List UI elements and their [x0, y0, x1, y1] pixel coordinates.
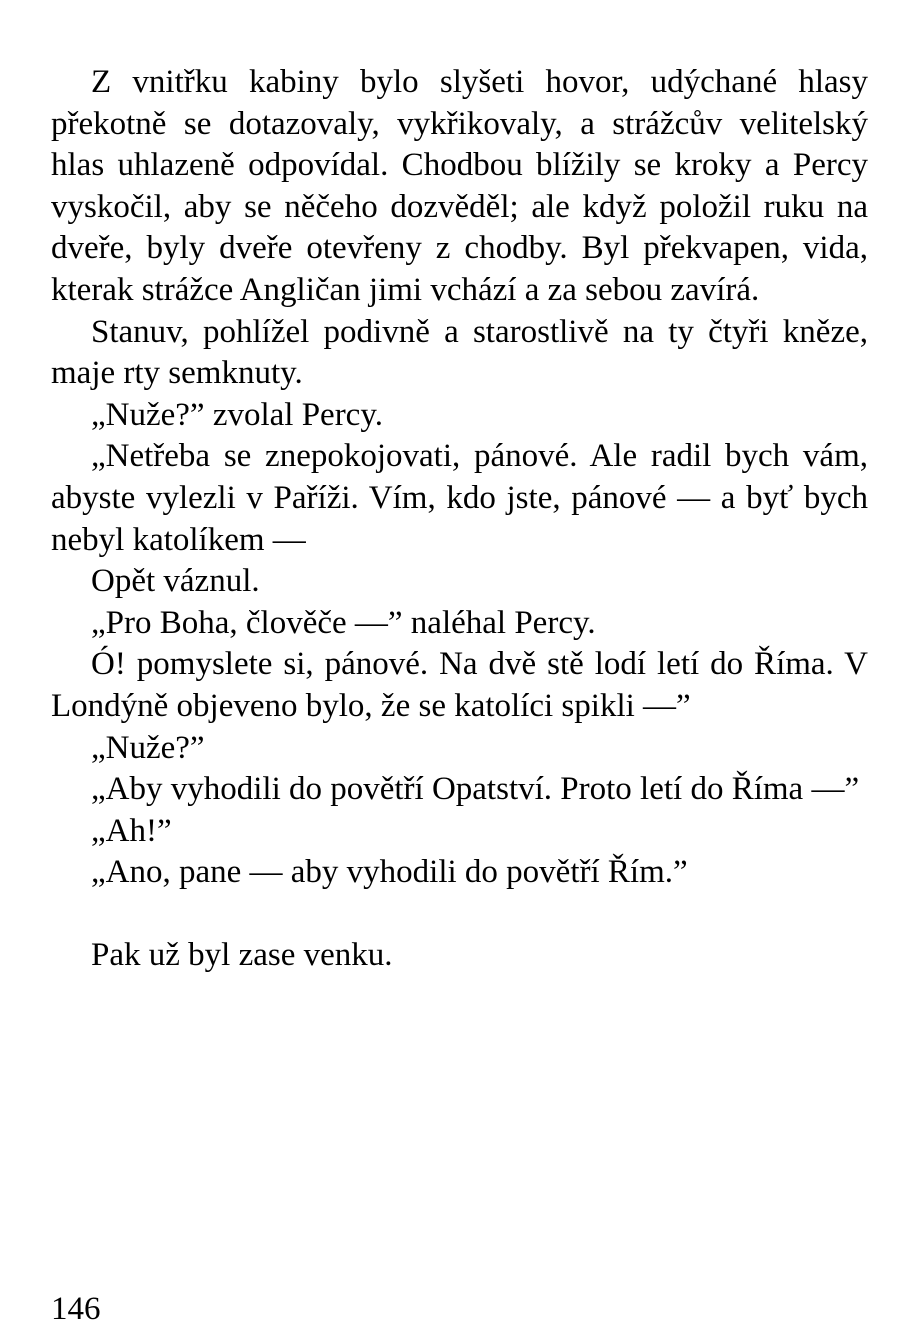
page-number: 146	[51, 1291, 101, 1327]
paragraph: „Aby vyhodili do povětří Opatství. Proto letí do Říma —”	[91, 771, 860, 808]
paragraph: „Pro Boha, člověče —” naléhal Percy.	[91, 604, 596, 641]
paragraph: „Netřeba se znepokojovati, pánové. Ale radil bych vám, abyste vylezli v Paříži. Vím, kdo jste, pánové — a byť bych nebyl katolíkem —	[51, 438, 868, 558]
paragraph: „Nuže?” zvolal Percy.	[91, 396, 383, 433]
paragraph: „Ano, pane — aby vyhodili do povětří Řím.”	[91, 854, 688, 891]
paragraph: Z vnitřku kabiny bylo slyšeti hovor, udýchané hlasy překotně se dotazovaly, vykřikovaly, a strážcův velitelský hlas uhlazeně odpovídal. Chodbou blížily se kroky a Percy vyskočil, aby se něčeho dozvěděl; ale když položil ruku na dveře, byly dveře otevřeny z chodby. Byl překvapen, vida, kterak strážce Angličan jimi vchází a za sebou zavírá.	[51, 64, 868, 308]
paragraph: Stanuv, pohlížel podivně a starostlivě na ty čtyři kněze, maje rty semknuty.	[51, 313, 868, 392]
section-gap	[51, 894, 868, 936]
paragraph: Ó! pomyslete si, pánové. Na dvě stě lodí letí do Říma. V Londýně objeveno bylo, že se katolíci spikli —”	[51, 646, 868, 724]
paragraph: „Nuže?”	[91, 729, 205, 766]
paragraph: Pak už byl zase venku.	[91, 937, 393, 974]
paragraph: „Ah!”	[91, 812, 172, 849]
page-text	[51, 62, 868, 977]
paragraph: Opět váznul.	[91, 563, 260, 600]
